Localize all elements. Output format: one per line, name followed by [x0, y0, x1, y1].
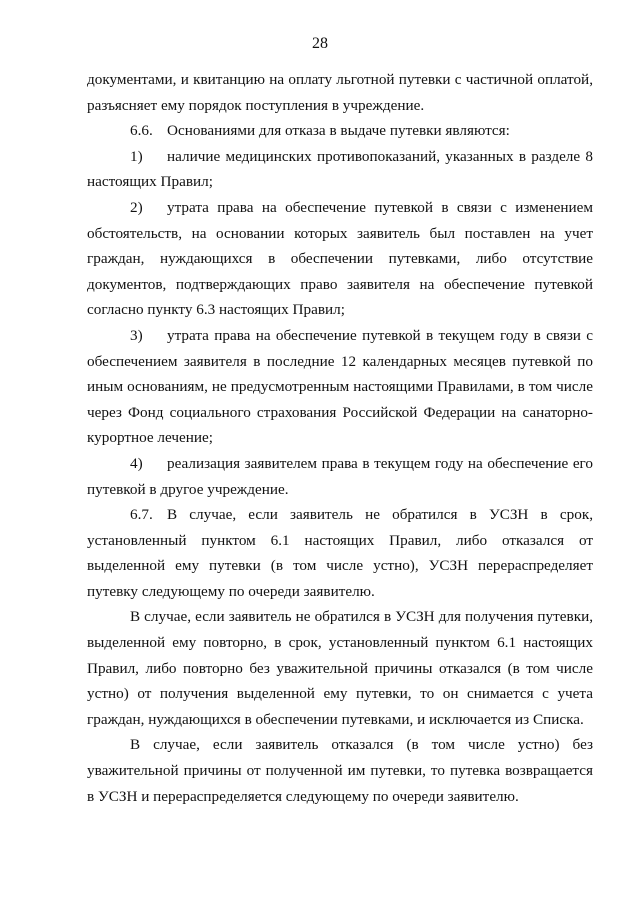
list-item-text: наличие медицинских противопоказаний, указанных в разделе 8 настоящих Правил;	[87, 147, 593, 191]
list-item-text: утрата права на обеспечение путевкой в связи с изменением обстоятельств, на основании которых заявитель был поставлен на учет граждан, нуждающихся в обеспечении путевками, либо отсутствие документов, подтверждающих право заявителя на обеспечение путевкой согласно пункту 6.3 настоящих Правил;	[87, 198, 593, 319]
document-body	[87, 67, 593, 809]
list-item-4	[87, 451, 593, 502]
clause-number: 6.7.	[130, 506, 153, 524]
list-item-text: утрата права на обеспечение путевкой в текущем году в связи с обеспечением заявителя в последние 12 календарных месяцев путевкой по иным основаниям, не предусмотренным настоящими Правилами, в том числе через Фонд социального страхования Российской Федерации на санаторно-курортное лечение;	[87, 326, 593, 447]
list-item-number: 1)	[130, 147, 143, 165]
list-item-2	[87, 195, 593, 323]
paragraph-continuation: документами, и квитанцию на оплату льготной путевки с частичной оплатой, разъясняет ему порядок поступления в учреждение.	[87, 71, 593, 114]
paragraph-return-voucher: В случае, если заявитель отказался (в том числе устно) без уважительной причины от полученной им путевки, то путевка возвращается в УСЗН и перераспределяется следующему по очереди заявителю.	[87, 736, 593, 805]
list-item-text: реализация заявителем права в текущем году на обеспечение его путевкой в другое учреждение.	[87, 454, 593, 498]
list-item-number: 3)	[130, 326, 143, 344]
clause-number: 6.6.	[130, 122, 153, 140]
list-item-3	[87, 323, 593, 451]
list-item-number: 4)	[130, 454, 143, 472]
clause-6-6	[87, 118, 593, 144]
list-item-1	[87, 144, 593, 195]
paragraph-repeat-refusal: В случае, если заявитель не обратился в УСЗН для получения путевки, выделенной ему повторно, в срок, установленный пунктом 6.1 настоящих Правил, либо повторно без уважительной причины отказался (в том числе устно) от получения выделенной ему путевки, то он снимается с учета граждан, нуждающихся в обеспечении путевками, и исключается из Списка.	[87, 608, 593, 728]
clause-text: Основаниями для отказа в выдаче путевки являются:	[167, 122, 510, 140]
page-number: 28	[312, 35, 328, 52]
list-item-number: 2)	[130, 198, 143, 216]
clause-6-7	[87, 502, 593, 604]
clause-text: В случае, если заявитель не обратился в УСЗН в срок, установленный пунктом 6.1 настоящих Правил, либо отказался от выделенной ему путевки (в том числе устно), УСЗН перераспределяет путевку следующему по очереди заявителю.	[87, 506, 593, 600]
